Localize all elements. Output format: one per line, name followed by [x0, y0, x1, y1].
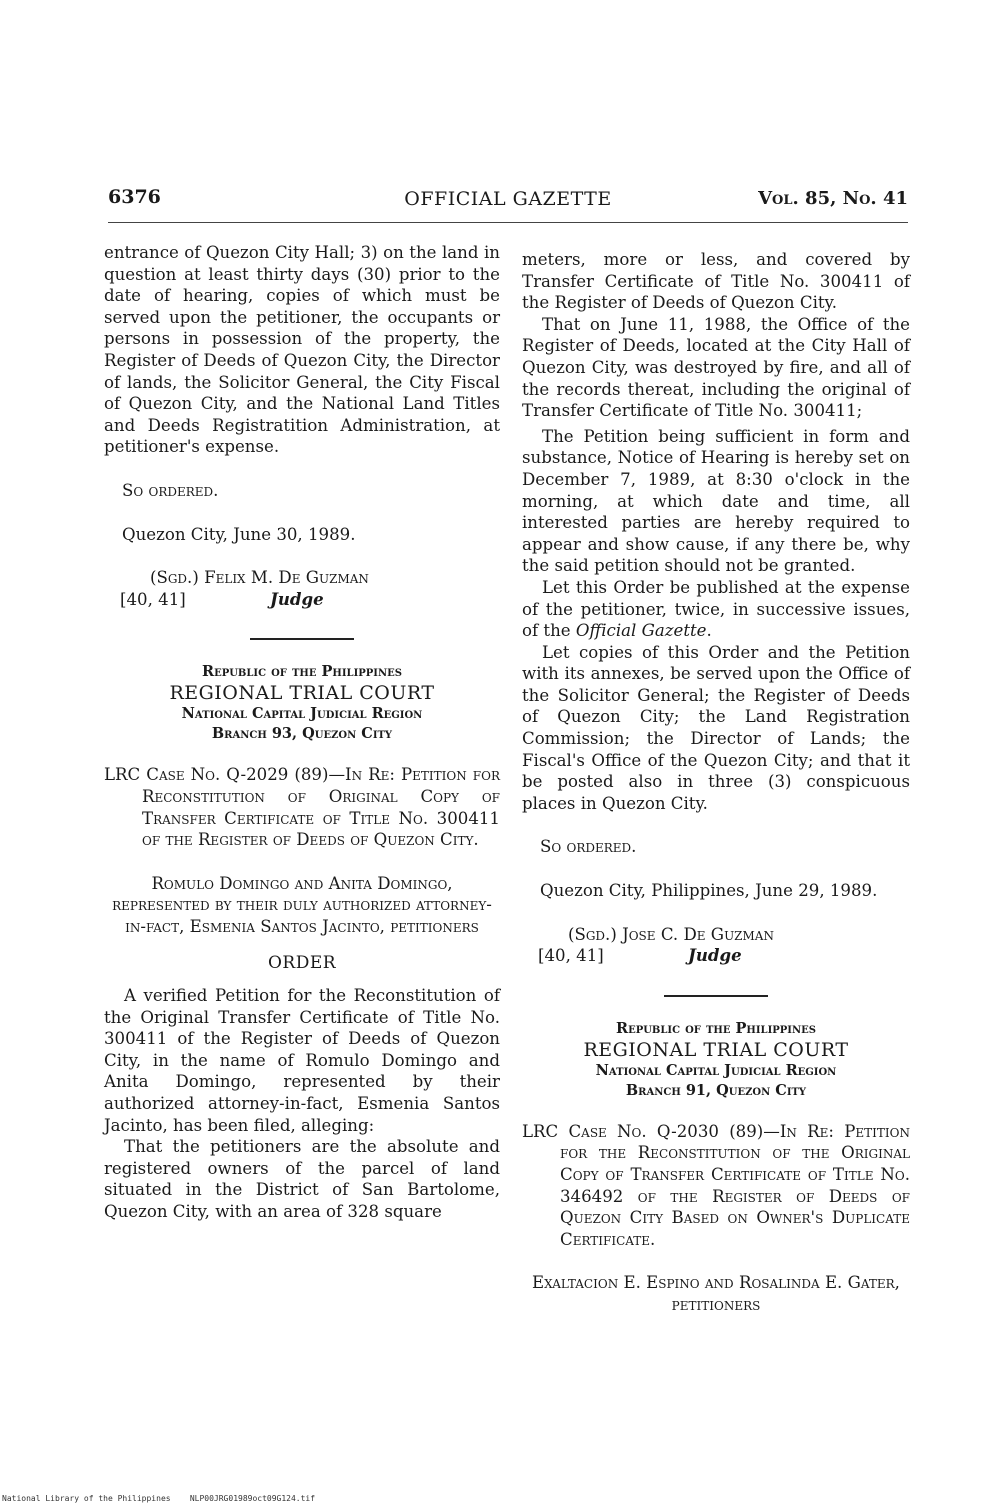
section-divider [664, 995, 768, 997]
order-date: Quezon City, June 30, 1989. [122, 524, 356, 544]
gazette-italic: Official Gazette [575, 621, 707, 641]
court-region: National Capital Judicial Region [595, 1061, 837, 1079]
signature-block [538, 924, 910, 967]
publication-paragraph: Let this Order be published at the expense of the petitioner, twice, in successive issues, of the Official Gazette. [522, 577, 910, 641]
case-title: LRC Case No. Q-2030 (89)—In Re: Petition for the Reconstitution of the Original Copy of Transfer Certificate of Title No. 346492 of the Register of Deeds of Quezon City Based on Owner's Duplicate Certificate. [522, 1121, 910, 1249]
signature-line: (Sgd.) Felix M. De Guzman [150, 568, 369, 588]
court-republic: Republic of the Philippines [202, 663, 402, 681]
left-column [104, 242, 500, 1223]
order-paragraph: The Petition being sufficient in form and substance, Notice of Hearing is hereby set on December 7, 1989, at 8:30 o'clock in the morning, at which date and time, all interested parties are hereby required to appear and show cause, if any there be, why the said petition should not be granted. [522, 426, 910, 576]
issue-reference: [40, 41] [120, 589, 186, 609]
order-paragraph: Let copies of this Order and the Petition with its annexes, be served upon the Office of the Solicitor General; the Register of Deeds of Quezon City; the Land Registration Commission; the Director of Lands; the Fiscal's Office of the Quezon City; and that it be posted also in three (3) conspicuous places in Quezon City. [522, 642, 910, 813]
so-ordered: So ordered. [540, 837, 637, 857]
case-parties: Romulo Domingo and Anita Domingo, represented by their duly authorized attorney-in-fact, Esmenia Santos Jacinto, petitioners [112, 873, 492, 936]
right-column [522, 249, 910, 1316]
page-number: 6376 [108, 186, 161, 208]
continuation-paragraph: meters, more or less, and covered by Transfer Certificate of Title No. 300411 of the Register of Deeds of Quezon City. [522, 250, 910, 313]
court-branch: Branch 91, Quezon City [625, 1081, 807, 1099]
court-name: REGIONAL TRIAL COURT [583, 1038, 849, 1061]
continuation-paragraph: entrance of Quezon City Hall; 3) on the land in question at least thirty days (30) prior to the date of hearing, copies of which must be served upon the petitioner, the occupants or persons in possession of the property, the Register of Deeds of Quezon City, the Director of lands, the Solicitor General, the City Fiscal of Quezon City, and the National Land Titles and Deeds Registratition Administration, at petitioner's expense. [104, 243, 500, 457]
judge-title: Judge [688, 945, 742, 966]
order-date: Quezon City, Philippines, June 29, 1989. [540, 881, 878, 901]
scan-footer: National Library of the Philippines NLP00JRG01989oct09G124.tif [2, 1494, 316, 1503]
court-branch: Branch 93, Quezon City [211, 725, 393, 743]
issue-reference: [40, 41] [538, 946, 604, 966]
page-header [108, 186, 908, 216]
publication-title: OFFICIAL GAZETTE [404, 188, 612, 210]
judge-title: Judge [270, 588, 324, 609]
signature-line: (Sgd.) Jose C. De Guzman [568, 924, 774, 944]
section-divider [250, 638, 354, 640]
volume-number: Vol. 85, No. 41 [758, 188, 908, 209]
order-paragraph: That on June 11, 1988, the Office of the Register of Deeds, located at the City Hall of Quezon City, was destroyed by fire, and all of the records thereat, including the original of Transfer Certificate of Title No. 300411; [522, 314, 910, 421]
case-parties: Exaltacion E. Espino and Rosalinda E. Gater, petitioners [532, 1273, 900, 1314]
so-ordered: So ordered. [122, 480, 219, 500]
order-heading: ORDER [267, 953, 337, 974]
case-title: LRC Case No. Q-2029 (89)—In Re: Petition for Reconstitution of Original Copy of Transfer Certificate of Title No. 300411 of the Register of Deeds of Quezon City. [104, 765, 500, 850]
header-rule [108, 222, 908, 223]
signature-block [120, 567, 500, 610]
court-republic: Republic of the Philippines [616, 1019, 816, 1037]
court-name: REGIONAL TRIAL COURT [169, 682, 435, 705]
court-region: National Capital Judicial Region [181, 705, 423, 723]
order-paragraph: A verified Petition for the Reconstitution of the Original Transfer Certificate of Title No. 300411 of the Register of Deeds of Quezon City, in the name of Romulo Domingo and Anita Domingo, represented by their authorized attorney-in-fact, Esmenia Santos Jacinto, has been filed, alleging: [104, 986, 500, 1135]
order-paragraph: That the petitioners are the absolute and registered owners of the parcel of land situated in the District of San Bartolome, Quezon City, with an area of 328 square [104, 1137, 500, 1221]
